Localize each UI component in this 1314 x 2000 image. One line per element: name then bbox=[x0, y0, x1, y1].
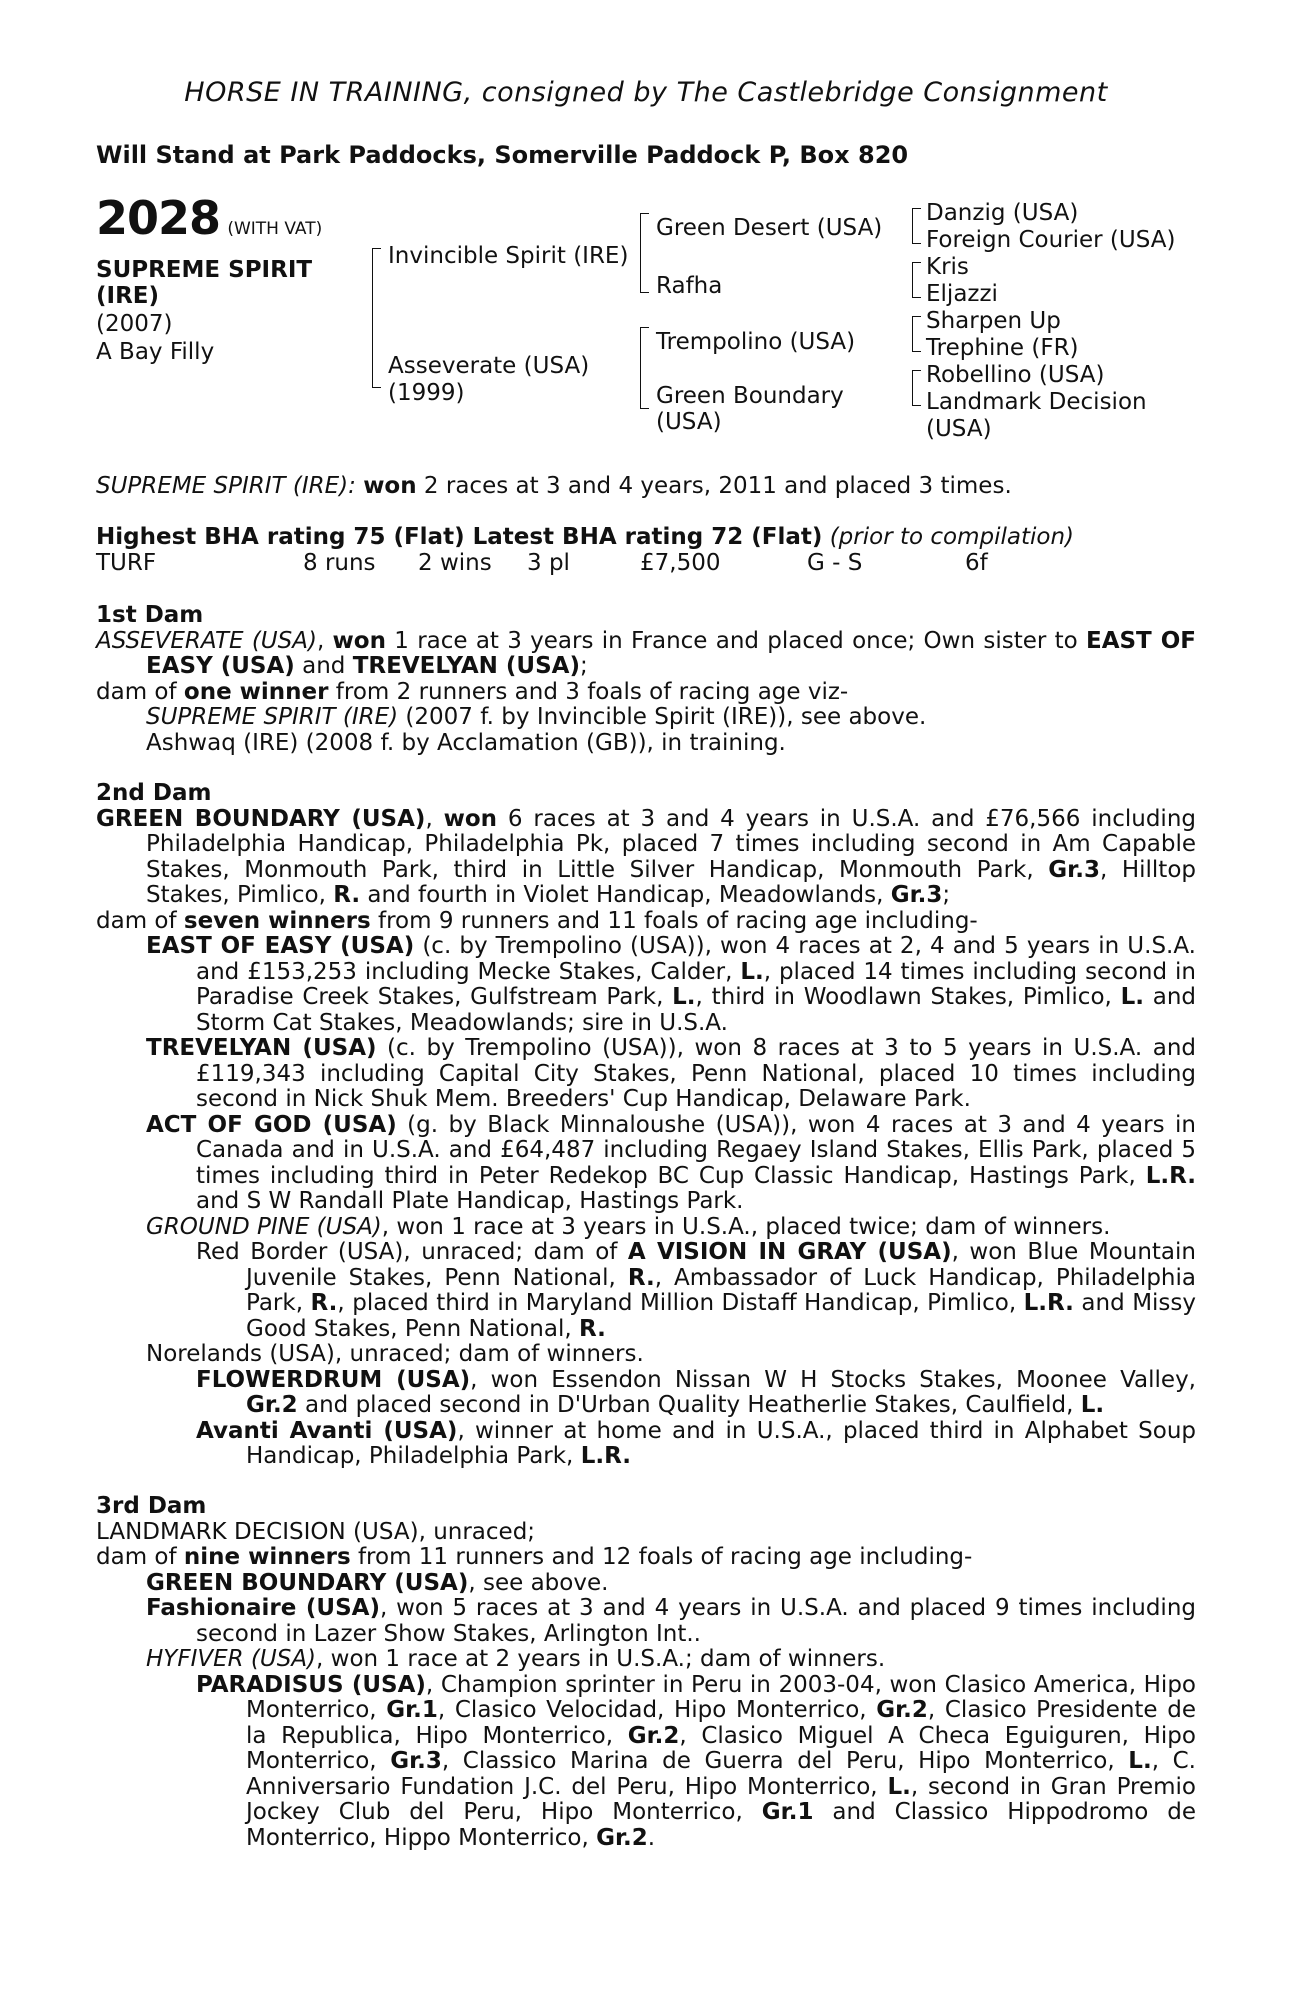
horse-name-suffix: (IRE) bbox=[96, 283, 160, 309]
produce-intro: dam of one winner from 2 runners and 3 foals of racing age viz- bbox=[96, 678, 849, 705]
produce-intro: dam of seven winners from 9 runners and 11 foals of racing age including- bbox=[96, 907, 978, 934]
first-dam-section bbox=[96, 603, 1196, 756]
produce-item: EAST OF EASY (USA) (c. by Trempolino (USA)), won 4 races at 2, 4 and 5 years in U.S.A. and £153,253 including Mecke Stakes, Calder, L., placed 14 times including second in Paradise Creek Stakes, Gulfstream Park, L., third in Woodlawn Stakes, Pimlico, L. and Storm Cat Stakes, Meadowlands; sire in U.S.A. bbox=[146, 933, 1197, 1036]
produce-item: GROUND PINE (USA), won 1 race at 3 years in U.S.A., placed twice; dam of winners. bbox=[146, 1213, 1111, 1240]
pedigree-dam-year: (1999) bbox=[388, 380, 465, 406]
page-title: HORSE IN TRAINING, consigned by The Castlebridge Consignment bbox=[184, 77, 1108, 108]
pedigree-bracket-3b bbox=[912, 262, 921, 298]
produce-subitem: Red Border (USA), unraced; dam of A VISION IN GRAY (USA), won Blue Mountain Juvenile Stakes, Penn National, R., Ambassador of Luck Handicap, Philadelphia Park, R., placed third in Maryland Million Distaff Handicap, Pimlico, L.R. and Missy Good Stakes, Penn National, R. bbox=[196, 1239, 1197, 1342]
pedigree-bracket-3d bbox=[912, 370, 921, 406]
pedigree-sire: Invincible Spirit (IRE) bbox=[388, 243, 629, 269]
pedigree-gen3: Foreign Courier (USA) bbox=[926, 227, 1176, 253]
lot-number-line bbox=[96, 191, 323, 245]
section-heading: 3rd Dam bbox=[96, 1493, 207, 1519]
third-dam-section bbox=[96, 1494, 1196, 1851]
pedigree-gen3: Danzig (USA) bbox=[926, 200, 1079, 226]
produce-item: SUPREME SPIRIT (IRE) (2007 f. by Invincible Spirit (IRE)), see above. bbox=[146, 704, 927, 730]
horse-description: A Bay Filly bbox=[96, 339, 215, 365]
pedigree-dam-dam: Green Boundary bbox=[656, 383, 844, 409]
produce-item: TREVELYAN (USA) (c. by Trempolino (USA)), won 8 races at 3 to 5 years in U.S.A. and £119,343 including Capital City Stakes, Penn National, placed 10 times including second in Nick Shuk Mem. Breeders' Cup Handicap, Delaware Park. bbox=[146, 1035, 1197, 1112]
lot-number: 2028 bbox=[96, 191, 221, 245]
bha-rating: Highest BHA rating 75 (Flat) Latest BHA rating 72 (Flat) (prior to compilation) bbox=[96, 524, 1074, 550]
section-heading: 1st Dam bbox=[96, 602, 204, 628]
section-heading: 2nd Dam bbox=[96, 780, 212, 806]
second-dam-record: GREEN BOUNDARY (USA), won 6 races at 3 and 4 years in U.S.A. and £76,566 including Philadelphia Handicap, Philadelphia Pk, placed 7 times including second in Am Capable Stakes, Monmouth Park, third in Little Silver Handicap, Monmouth Park, Gr.3, Hilltop Stakes, Pimlico, R. and fourth in Violet Handicap, Meadowlands, Gr.3; bbox=[96, 805, 1196, 908]
produce-item: Norelands (USA), unraced; dam of winners. bbox=[146, 1341, 644, 1367]
produce-item: GREEN BOUNDARY (USA), see above. bbox=[146, 1569, 609, 1596]
pedigree-sire-sire: Green Desert (USA) bbox=[656, 215, 883, 241]
stand-location: Will Stand at Park Paddocks, Somerville Paddock P, Box 820 bbox=[96, 141, 909, 169]
foaling-year: (2007) bbox=[96, 311, 173, 337]
second-dam-section bbox=[96, 781, 1196, 1470]
pedigree-bracket-3a bbox=[912, 208, 921, 244]
produce-item: HYFIVER (USA), won 1 race at 2 years in U.S.A.; dam of winners. bbox=[146, 1646, 886, 1672]
pedigree-gen3: Landmark Decision bbox=[926, 389, 1147, 415]
first-dam-record: ASSEVERATE (USA), won 1 race at 3 years in France and placed once; Own sister to EAST OF EASY (USA) and TREVELYAN (USA); bbox=[96, 627, 1196, 679]
pedigree-bracket-1 bbox=[372, 248, 381, 388]
race-summary: SUPREME SPIRIT (IRE): won 2 races at 3 and 4 years, 2011 and placed 3 times. bbox=[96, 473, 1012, 499]
produce-subitem: FLOWERDRUM (USA), won Essendon Nissan W H Stocks Stakes, Moonee Valley, Gr.2 and placed second in D'Urban Quality Heatherlie Stakes, Caulfield, L. bbox=[196, 1366, 1196, 1418]
pedigree-gen3: Trephine (FR) bbox=[926, 335, 1079, 361]
pedigree-gen3: Sharpen Up bbox=[926, 308, 1061, 334]
pedigree-bracket-2b bbox=[640, 327, 649, 409]
produce-subitem: PARADISUS (USA), Champion sprinter in Peru in 2003-04, won Clasico America, Hipo Monterrico, Gr.1, Clasico Velocidad, Hipo Monterrico, Gr.2, Clasico Presidente de la Republica, Hipo Monterrico, Gr.2, Clasico Miguel A Checa Eguiguren, Hipo Monterrico, Gr.3, Classico Marina de Guerra del Peru, Hipo Monterrico, L., C. Anniversario Fundation J.C. del Peru, Hipo Monterrico, L., second in Gran Premio Jockey Club del Peru, Hipo Monterrico, Gr.1 and Classico Hippodromo de Monterrico, Hippo Monterrico, Gr.2. bbox=[196, 1671, 1196, 1851]
pedigree-bracket-2a bbox=[640, 213, 649, 293]
produce-intro: dam of nine winners from 11 runners and 12 foals of racing age including- bbox=[96, 1544, 973, 1570]
pedigree-gen3: Kris bbox=[926, 254, 969, 280]
race-record: TURF 8 runs 2 wins 3 pl £7,500 G - S 6f bbox=[96, 550, 988, 576]
produce-item: ACT OF GOD (USA) (g. by Black Minnaloushe (USA)), won 4 races at 3 and 4 years in Canada and in U.S.A. and £64,487 including Regaey Island Stakes, Ellis Park, placed 5 times including third in Peter Redekop BC Cup Classic Handicap, Hastings Park, L.R. and S W Randall Plate Handicap, Hastings Park. bbox=[146, 1111, 1196, 1214]
pedigree-sire-dam: Rafha bbox=[656, 273, 723, 299]
vat-note: (WITH VAT) bbox=[227, 219, 323, 239]
produce-subitem: Avanti Avanti (USA), winner at home and in U.S.A., placed third in Alphabet Soup Handicap, Philadelphia Park, L.R. bbox=[196, 1417, 1196, 1469]
pedigree-bracket-3c bbox=[912, 316, 921, 352]
pedigree-dam-dam-country: (USA) bbox=[656, 409, 722, 435]
produce-item: Ashwaq (IRE) (2008 f. by Acclamation (GB)), in training. bbox=[146, 729, 786, 756]
pedigree-gen3: Eljazzi bbox=[926, 281, 998, 307]
pedigree-dam-sire: Trempolino (USA) bbox=[656, 329, 856, 355]
horse-name: SUPREME SPIRIT bbox=[96, 257, 313, 283]
produce-item: Fashionaire (USA), won 5 races at 3 and 4 years in U.S.A. and placed 9 times including second in Lazer Show Stakes, Arlington Int.. bbox=[146, 1595, 1196, 1647]
pedigree-dam: Asseverate (USA) bbox=[388, 353, 590, 379]
pedigree-gen3: Robellino (USA) bbox=[926, 362, 1105, 388]
pedigree-gen3: (USA) bbox=[926, 416, 992, 442]
third-dam-record: LANDMARK DECISION (USA), unraced; bbox=[96, 1518, 536, 1545]
